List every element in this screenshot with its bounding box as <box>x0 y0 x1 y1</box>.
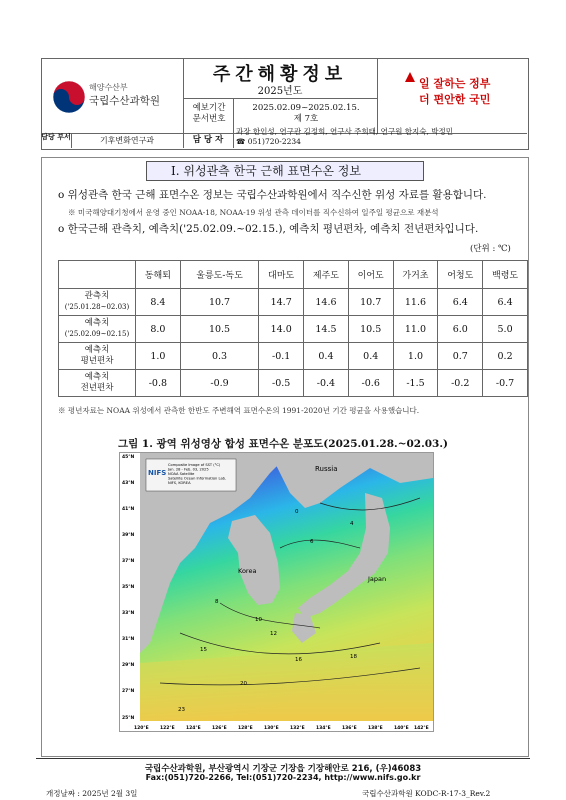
lat-label: 29°N <box>122 663 135 668</box>
bullet-circle-icon: o <box>58 189 68 201</box>
column-header: 제주도 <box>304 261 349 289</box>
staff-names: 과장 한인성, 연구관 김정희, 연구사 주희태, 연구원 한지숙, 박정민 <box>236 127 453 136</box>
table-cell: 0.7 <box>438 343 483 370</box>
lat-label: 27°N <box>122 689 135 694</box>
lon-label: 138°E <box>368 726 383 731</box>
row-label <box>59 289 136 316</box>
org-name: 국립수산과학원 <box>89 95 161 107</box>
row-label-main: 예측치 <box>84 372 110 382</box>
table-cell: 6.4 <box>483 289 528 316</box>
bullet-2-text: 한국근해 관측치, 예측치('25.02.09.~02.15.), 예측치 평년편차, 예측치 전년편차입니다. <box>67 223 479 235</box>
row-label-sub: ('25.02.09~02.15) <box>64 330 130 338</box>
table-cell: -0.9 <box>180 370 259 397</box>
row-label-main: 관측치 <box>84 291 110 301</box>
org-ministry: 해양수산부 <box>89 83 128 92</box>
label-japan: Japan <box>368 575 387 583</box>
table-cell: 6.4 <box>438 289 483 316</box>
table-cell: 0.2 <box>483 343 528 370</box>
table-cell: -0.8 <box>136 370 181 397</box>
lat-label: 33°N <box>122 611 135 616</box>
lon-label: 130°E <box>264 726 279 731</box>
lat-label: 25°N <box>122 716 135 721</box>
table-cell: 5.0 <box>483 316 528 343</box>
map-nifs-logo: NIFS <box>148 469 167 477</box>
column-header: 백령도 <box>483 261 528 289</box>
bullet-2 <box>58 221 478 236</box>
lon-label: 132°E <box>290 726 305 731</box>
table-cell: -0.6 <box>348 370 393 397</box>
slogan-line2: 더 편안한 국민 <box>419 93 491 106</box>
row-label <box>59 316 136 343</box>
table-cell: 14.6 <box>304 289 349 316</box>
contour-label: 20 <box>240 681 247 687</box>
lat-label: 31°N <box>122 637 135 642</box>
lat-label: 43°N <box>122 481 135 486</box>
lon-label: 140°E <box>394 726 409 731</box>
table-cell: 0.4 <box>348 343 393 370</box>
table-cell: 0.4 <box>304 343 349 370</box>
map-legend-line: Satellite Ocean Information Lab. <box>168 476 227 481</box>
lat-label: 37°N <box>122 559 135 564</box>
meta-labels <box>186 103 232 125</box>
table-cell: 10.7 <box>180 289 259 316</box>
government-emblem-icon <box>52 80 86 114</box>
row-label <box>59 343 136 370</box>
map-legend-line: NIFS, KOREA <box>168 481 191 485</box>
column-header: 동해퇴 <box>136 261 181 289</box>
table-cell: 8.4 <box>136 289 181 316</box>
footer-date: 개정날짜 : 2025년 2월 3일 <box>46 789 138 798</box>
table-cell: -0.2 <box>438 370 483 397</box>
column-header: 울릉도-독도 <box>180 261 259 289</box>
slogan-mark-icon <box>405 72 415 82</box>
table-row <box>59 316 528 343</box>
page-title: 주간해황정보 <box>212 64 348 85</box>
footer-divider <box>36 758 530 759</box>
table-cell: 10.7 <box>348 289 393 316</box>
contour-label: 4 <box>350 521 354 527</box>
lon-label: 122°E <box>160 726 175 731</box>
lat-label: 35°N <box>122 585 135 590</box>
lat-axis <box>122 454 135 721</box>
column-header: 어청도 <box>438 261 483 289</box>
note-1: ※ 미국해양대기청에서 운영 중인 NOAA-18, NOAA-19 위성 관측 데이터를 직수신하여 일주일 평균으로 재분석 <box>68 208 439 217</box>
staff-label: 담 당 자 <box>183 133 234 148</box>
contour-label: 23 <box>178 707 185 713</box>
table-cell: 14.5 <box>304 316 349 343</box>
row-label-main: 예측치 <box>84 345 110 355</box>
table-cell: -0.1 <box>259 343 304 370</box>
table-cell: 14.7 <box>259 289 304 316</box>
table-cell: 1.0 <box>393 343 438 370</box>
label-korea: Korea <box>238 567 257 575</box>
sst-map <box>119 452 434 732</box>
contour-label: 10 <box>255 617 262 623</box>
unit-label: (단위 : ℃) <box>470 244 511 254</box>
contour-label: 16 <box>295 657 302 663</box>
table-cell: 8.0 <box>136 316 181 343</box>
column-header: 가거초 <box>393 261 438 289</box>
footer-address: 국립수산과학원, 부산광역시 기장군 기장읍 기장해안로 216, (우)46083 <box>144 764 422 774</box>
staff-phone: ☎ 051)720-2234 <box>236 137 301 146</box>
slogan-line1: 일 잘하는 정부 <box>419 77 491 90</box>
lat-label: 45°N <box>122 455 135 460</box>
row-label-main: 예측치 <box>84 318 110 328</box>
row-label-sub: 평년편차 <box>80 356 114 366</box>
sst-table <box>58 260 528 397</box>
contour-label: 18 <box>350 654 357 660</box>
table-row <box>59 370 528 397</box>
table-note: ※ 평년자료는 NOAA 위성에서 관측한 한반도 주변해역 표면수온의 1991-2020년 기간 평균을 사용했습니다. <box>58 406 420 415</box>
period-value: 2025.02.09~2025.02.15. <box>252 103 360 113</box>
lon-axis <box>134 725 429 731</box>
contour-label: 12 <box>270 631 277 637</box>
column-header: 이어도 <box>348 261 393 289</box>
table-cell: 11.0 <box>393 316 438 343</box>
period-label: 예보기간 <box>192 103 226 113</box>
table-cell: 14.0 <box>259 316 304 343</box>
lat-label: 41°N <box>122 507 135 512</box>
table-cell: 6.0 <box>438 316 483 343</box>
table-cell: -1.5 <box>393 370 438 397</box>
docno-value: 제 7호 <box>293 114 319 124</box>
table-cell: -0.5 <box>259 370 304 397</box>
lon-label: 124°E <box>186 726 201 731</box>
lon-label: 126°E <box>212 726 227 731</box>
label-russia: Russia <box>315 465 338 473</box>
lon-label: 128°E <box>238 726 253 731</box>
dept-label: 담당 부서 <box>41 133 72 148</box>
lon-label: 134°E <box>316 726 331 731</box>
table-cell: 11.6 <box>393 289 438 316</box>
staff-info <box>236 127 526 147</box>
row-label <box>59 370 136 397</box>
row-label-sub: ('25.01.28~02.03) <box>64 303 130 311</box>
map-legend-line: Composite Image of SST (°C) <box>168 463 221 467</box>
table-cell: -0.4 <box>304 370 349 397</box>
lon-label: 136°E <box>342 726 357 731</box>
table-cell: -0.7 <box>483 370 528 397</box>
contour-label: 0 <box>295 509 299 515</box>
map-legend-line: NOAA Satellite <box>168 472 195 476</box>
row-label-sub: 전년편차 <box>80 383 114 393</box>
contour-label: 8 <box>215 599 219 605</box>
contour-label: 6 <box>310 539 314 545</box>
footer-contact: Fax:(051)720-2266, Tel:(051)720-2234, http://www.nifs.go.kr <box>145 773 421 782</box>
contour-label: 15 <box>200 647 207 653</box>
table-row <box>59 343 528 370</box>
meta-values <box>236 103 376 125</box>
section-title: I. 위성관측 한국 근해 표면수온 정보 <box>146 161 424 181</box>
table-header-row <box>59 261 528 289</box>
table-cell: 1.0 <box>136 343 181 370</box>
dept-value: 기후변화연구과 <box>71 133 184 148</box>
bullet-1 <box>58 187 486 202</box>
lat-label: 39°N <box>122 533 135 538</box>
column-header: 대마도 <box>259 261 304 289</box>
lon-label: 120°E <box>134 726 149 731</box>
table-cell: 0.3 <box>180 343 259 370</box>
year-label: 2025년도 <box>257 86 303 97</box>
table-cell: 10.5 <box>348 316 393 343</box>
table-cell: 10.5 <box>180 316 259 343</box>
figure-caption: 그림 1. 광역 위성영상 합성 표면수온 분포도(2025.01.28.~02.03.) <box>117 438 448 450</box>
footer-code: 국립수산과학원 KODC-R-17-3_Rev.2 <box>362 789 491 798</box>
lon-label: 142°E <box>414 726 429 731</box>
bullet-circle-icon: o <box>58 223 68 235</box>
table-row <box>59 289 528 316</box>
docno-label: 문서번호 <box>192 114 226 124</box>
table-corner <box>59 261 136 289</box>
map-legend-line: Jan. 28 - Feb. 03, 2025 <box>168 467 209 472</box>
bullet-1-text: 위성관측 한국 근해 표면수온 정보는 국립수산과학원에서 직수신한 위성 자료를 활용합니다. <box>67 189 487 201</box>
